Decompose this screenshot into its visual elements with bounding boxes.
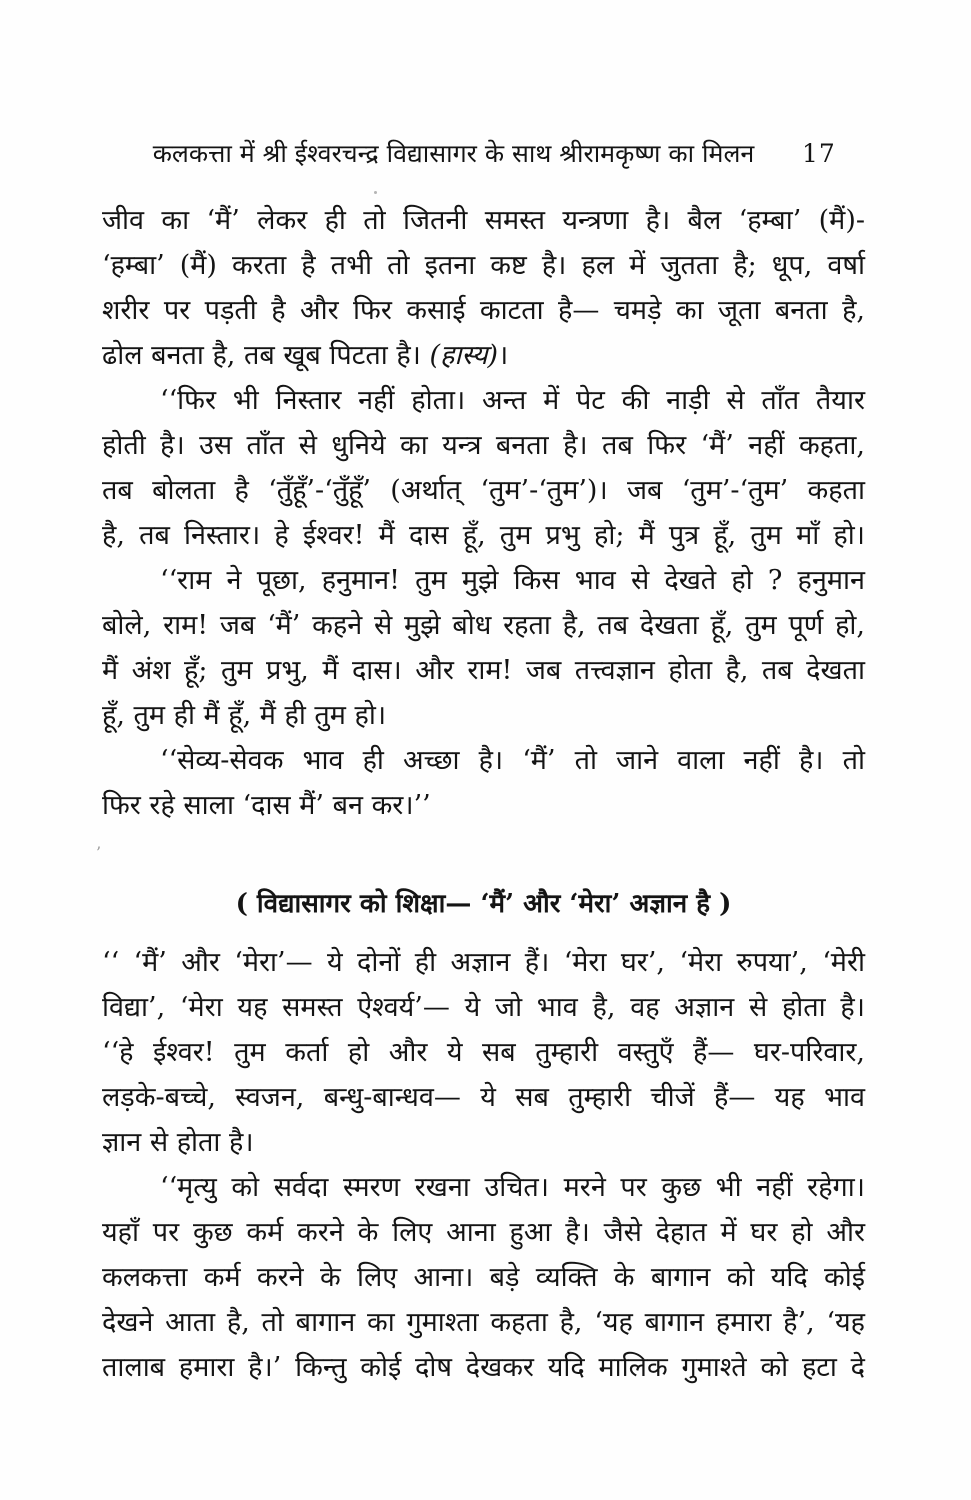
text-segment: जीव का ‘मैं’ लेकर ही तो जितनी समस्त यन्त्रणा है। बैल ‘हम्बा’ (मैं)- bbox=[102, 205, 865, 236]
text-segment: ‘‘मृत्यु को सर्वदा स्मरण रखना उचित। मरने पर कुछ भी नहीं रहेगा। bbox=[160, 1172, 865, 1203]
text-line bbox=[102, 558, 865, 603]
text-segment: यहाँ पर कुछ कर्म करने के लिए आना हुआ है। जैसे देहात में घर हो और bbox=[102, 1217, 865, 1248]
text-line bbox=[102, 648, 865, 693]
text-segment: ‘‘सेव्य-सेवक भाव ही अच्छा है। ‘मैं’ तो जाने वाला नहीं है। तो bbox=[160, 745, 865, 776]
text-line bbox=[102, 1210, 865, 1255]
text-segment: देखने आता है, तो बागान का गुमाश्ता कहता है, ‘यह बागान हमारा है’, ‘यह bbox=[102, 1307, 865, 1338]
text-line bbox=[102, 288, 865, 333]
running-header bbox=[102, 133, 865, 175]
text-segment: ‘‘फिर भी निस्तार नहीं होता। अन्त में पेट की नाड़ी से ताँत तैयार bbox=[160, 385, 865, 416]
text-segment: ‘‘हे ईश्वर! तुम कर्ता हो और ये सब तुम्हारी वस्तुएँ हैं— घर-परिवार, bbox=[102, 1037, 865, 1068]
text-line bbox=[102, 1030, 865, 1075]
body-text-upper bbox=[102, 198, 865, 828]
text-line bbox=[102, 1300, 865, 1345]
text-line bbox=[102, 1075, 865, 1120]
text-line bbox=[102, 1345, 865, 1390]
text-segment: है, तब निस्तार। हे ईश्वर! मैं दास हूँ, तुम प्रभु हो; मैं पुत्र हूँ, तुम माँ हो। bbox=[102, 520, 865, 551]
text-line bbox=[102, 940, 865, 985]
text-line bbox=[102, 378, 865, 423]
text-line bbox=[102, 738, 865, 783]
italic-text: (हास्य) bbox=[429, 340, 499, 371]
text-line bbox=[102, 423, 865, 468]
text-segment: फिर रहे साला ‘दास मैं’ बन कर।’’ bbox=[102, 790, 431, 821]
text-segment: ‘हम्बा’ (मैं) करता है तभी तो इतना कष्ट है। हल में जुतता है; धूप, वर्षा bbox=[102, 250, 865, 281]
text-segment: कलकत्ता कर्म करने के लिए आना। बड़े व्यक्ति के बागान को यदि कोई bbox=[102, 1262, 865, 1293]
text-segment: । bbox=[498, 340, 509, 371]
scan-artifact-mark: ’ bbox=[96, 843, 102, 862]
text-line bbox=[102, 198, 865, 243]
chapter-title: कलकत्ता में श्री ईश्वरचन्द्र विद्यासागर के साथ श्रीरामकृष्ण का मिलन bbox=[152, 139, 755, 168]
text-segment: ‘‘राम ने पूछा, हनुमान! तुम मुझे किस भाव से देखते हो ? हनुमान bbox=[160, 565, 865, 596]
text-segment: होती है। उस ताँत से धुनिये का यन्त्र बनता है। तब फिर ‘मैं’ नहीं कहता, bbox=[102, 430, 865, 461]
text-segment: शरीर पर पड़ती है और फिर कसाई काटता है— चमड़े का जूता बनता है, bbox=[102, 295, 865, 326]
text-line bbox=[102, 243, 865, 288]
text-line bbox=[102, 1165, 865, 1210]
text-segment: ढोल बनता है, तब खूब पिटता है। bbox=[102, 340, 430, 371]
text-line bbox=[102, 513, 865, 558]
text-line bbox=[102, 468, 865, 513]
scan-artifact-dot bbox=[374, 191, 377, 194]
text-line bbox=[102, 333, 865, 378]
text-line bbox=[102, 783, 865, 828]
text-segment: मैं अंश हूँ; तुम प्रभु, मैं दास। और राम! जब तत्त्वज्ञान होता है, तब देखता bbox=[102, 655, 865, 686]
text-segment: हूँ, तुम ही मैं हूँ, मैं ही तुम हो। bbox=[102, 700, 387, 731]
body-text-lower bbox=[102, 940, 865, 1390]
text-segment: विद्या’, ‘मेरा यह समस्त ऐश्वर्य’— ये जो भाव है, वह अज्ञान से होता है। bbox=[102, 992, 865, 1023]
text-line bbox=[102, 1255, 865, 1300]
text-line bbox=[102, 985, 865, 1030]
text-segment: लड़के-बच्चे, स्वजन, बन्धु-बान्धव— ये सब तुम्हारी चीजें हैं— यह भाव bbox=[102, 1082, 865, 1113]
text-line bbox=[102, 1120, 865, 1165]
text-segment: तब बोलता है ‘तुँहूँ’-‘तुँहूँ’ (अर्थात् ‘तुम’-‘तुम’)। जब ‘तुम’-‘तुम’ कहता bbox=[102, 475, 865, 506]
text-segment: बोले, राम! जब ‘मैं’ कहने से मुझे बोध रहता है, तब देखता हूँ, तुम पूर्ण हो, bbox=[102, 610, 865, 641]
text-segment: ‘‘ ‘मैं’ और ‘मेरा’— ये दोनों ही अज्ञान हैं। ‘मेरा घर’, ‘मेरा रुपया’, ‘मेरी bbox=[102, 947, 865, 978]
text-segment: ज्ञान से होता है। bbox=[102, 1127, 254, 1158]
page-number: 17 bbox=[802, 139, 836, 168]
text-segment: तालाब हमारा है।’ किन्तु कोई दोष देखकर यदि मालिक गुमाश्ते को हटा दे bbox=[102, 1352, 865, 1383]
text-line bbox=[102, 603, 865, 648]
text-line bbox=[102, 693, 865, 738]
section-heading: ( विद्यासागर को शिक्षा— ‘मैं’ और ‘मेरा’ अज्ञान है ) bbox=[235, 889, 732, 919]
